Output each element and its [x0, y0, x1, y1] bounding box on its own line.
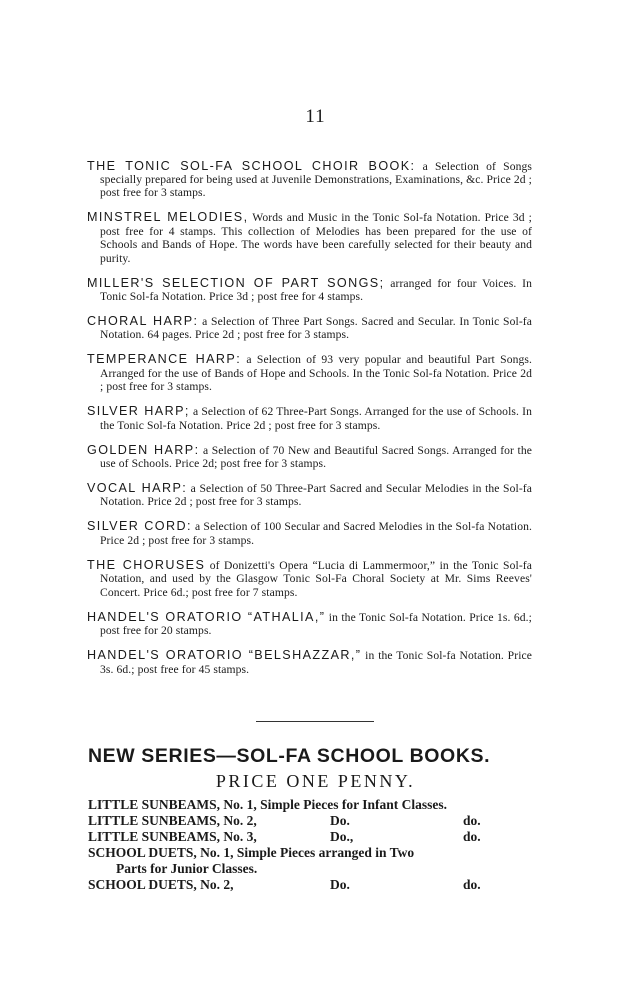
catalogue-entry: [87, 611, 532, 638]
entry-title: SILVER HARP;: [87, 404, 190, 419]
entry-description: of Donizetti's Opera “Lucia di Lammermoor,” in the Tonic Sol-fa Notation, and used by the Glasgow Tonic Sol-Fa Choral Society at Mr. Sims Reeves' Concert. Price 6d.; post free for 7 stamps.: [100, 558, 532, 599]
book-ditto: Do.: [330, 813, 350, 828]
section-divider: [256, 721, 374, 722]
book-row: [88, 877, 534, 893]
catalogue-entry: [87, 444, 532, 471]
catalogue-entry: [87, 211, 532, 265]
entry-title: SILVER CORD:: [87, 519, 192, 534]
catalogue-entry: [87, 315, 532, 342]
entry-title: THE CHORUSES: [87, 557, 206, 572]
entry-title: GOLDEN HARP:: [87, 442, 200, 457]
book-title: SCHOOL DUETS, No. 2,: [88, 877, 234, 892]
series-title: NEW SERIES—SOL-FA SCHOOL BOOKS.: [88, 745, 491, 767]
entry-description: a Selection of 70 New and Beautiful Sacred Songs. Arranged for the use of Schools. Price 2d; post free for 3 stamps.: [100, 443, 532, 471]
book-title: LITTLE SUNBEAMS, No. 3,: [88, 829, 257, 844]
entry-description: a Selection of 100 Secular and Sacred Melodies in the Sol-fa Notation. Price 2d ; post free for 3 stamps.: [100, 520, 532, 547]
book-title-continuation: Parts for Junior Classes.: [116, 861, 258, 876]
book-ditto: do.: [463, 877, 481, 892]
entry-description: Words and Music in the Tonic Sol-fa Notation. Price 3d ; post free for 4 stamps. This collection of Melodies has been prepared for the use of Schools and Bands of Hope. The words have been carefully selected for their beauty and purity.: [100, 211, 532, 265]
entry-description: a Selection of Songs specially prepared for being used at Juvenile Demonstrations, Examinations, &c. Price 2d ; post free for 3 stamps.: [100, 159, 532, 200]
book-row: [88, 813, 534, 829]
book-row: [88, 845, 534, 877]
entry-title: TEMPERANCE HARP:: [87, 352, 242, 367]
catalogue-entry: [87, 520, 532, 547]
book-title: LITTLE SUNBEAMS, No. 2,: [88, 813, 257, 828]
entry-description: arranged for four Voices. In Tonic Sol-fa Notation. Price 3d ; post free for 4 stamps.: [100, 276, 533, 304]
catalogue-entry: [87, 649, 532, 676]
book-ditto: Do.,: [330, 829, 354, 844]
entry-description: in the Tonic Sol-fa Notation. Price 3s. 6d.; post free for 45 stamps.: [100, 649, 533, 676]
catalogue-entries: [87, 148, 532, 678]
entry-description: a Selection of 62 Three-Part Songs. Arranged for the use of Schools. In the Tonic Sol-fa Notation. Price 2d ; post free for 3 stamps.: [100, 405, 533, 432]
entry-title: CHORAL HARP:: [87, 314, 199, 329]
catalogue-entry: [87, 353, 532, 393]
book-ditto: Do.: [330, 877, 350, 892]
entry-title: MILLER'S SELECTION OF PART SONGS;: [87, 275, 385, 290]
entry-title: MINSTREL MELODIES,: [87, 210, 249, 225]
school-books-list: [88, 797, 534, 893]
catalogue-entry: [87, 482, 532, 509]
book-row: [88, 829, 534, 845]
book-ditto: do.: [463, 829, 481, 844]
book-title: LITTLE SUNBEAMS, No. 1, Simple Pieces for Infant Classes.: [88, 797, 448, 812]
catalogue-entry: [87, 160, 532, 200]
catalogue-entry: [87, 405, 532, 432]
entry-title: VOCAL HARP:: [87, 481, 188, 496]
page-number: 11: [305, 106, 326, 127]
catalogue-entry: [87, 559, 532, 599]
catalogue-entry: [87, 277, 532, 304]
entry-description: a Selection of Three Part Songs. Sacred and Secular. In Tonic Sol-fa Notation. 64 pages. Price 2d ; post free for 3 stamps.: [100, 315, 532, 342]
entry-description: a Selection of 50 Three-Part Sacred and Secular Melodies in the Sol-fa Notation. Price 2d ; post free for 3 stamps.: [100, 482, 532, 509]
book-ditto: do.: [463, 813, 481, 828]
entry-description: a Selection of 93 very popular and beautiful Part Songs. Arranged for the use of Bands of Hope and Schools. In the Tonic Sol-fa Notation. Price 2d ; post free for 3 stamps.: [100, 353, 532, 394]
entry-title: HANDEL'S ORATORIO “ATHALIA,”: [87, 609, 326, 624]
entry-title: THE TONIC SOL-FA SCHOOL CHOIR BOOK:: [87, 158, 416, 173]
entry-description: in the Tonic Sol-fa Notation. Price 1s. 6d.; post free for 20 stamps.: [100, 610, 532, 638]
book-row: [88, 797, 534, 813]
entry-title: HANDEL'S ORATORIO “BELSHAZZAR,”: [87, 648, 362, 663]
series-price: PRICE ONE PENNY.: [215, 771, 416, 791]
book-title: SCHOOL DUETS, No. 1, Simple Pieces arranged in Two: [88, 845, 415, 860]
